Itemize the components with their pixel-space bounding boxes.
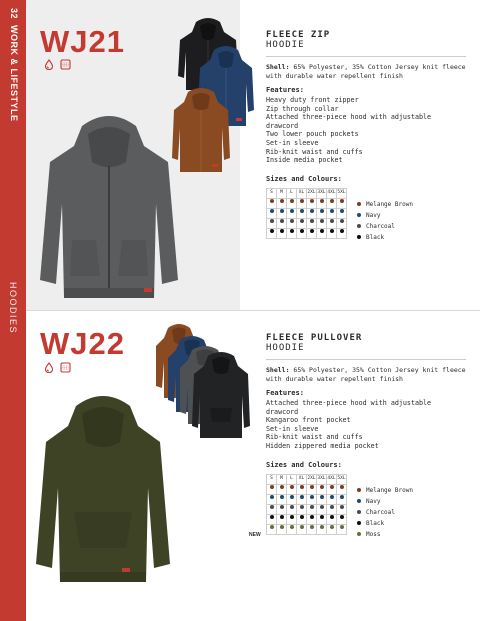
availability-cell [307, 208, 317, 218]
size-header: 4XL [327, 188, 337, 198]
availability-dot [290, 485, 294, 489]
availability-dot [280, 219, 284, 223]
category-label: HOODIES [8, 282, 18, 335]
size-header: L [287, 474, 297, 484]
availability-cell [297, 484, 307, 494]
colour-swatch [357, 224, 361, 228]
availability-cell [287, 524, 297, 534]
title-rule [266, 56, 466, 57]
shell-text: 65% Polyester, 35% Cotton Jersey knit fleece with durable water repellent finish [266, 63, 466, 80]
colour-swatch [357, 532, 361, 536]
availability-dot [300, 485, 304, 489]
availability-dot [310, 525, 314, 529]
availability-cell [267, 228, 277, 238]
product-subtitle: HOODIE [266, 343, 305, 353]
availability-dot [330, 219, 334, 223]
size-header: 3XL [317, 474, 327, 484]
availability-cell [277, 524, 287, 534]
colour-legend-item [357, 507, 413, 518]
availability-cell [317, 198, 327, 208]
fleece-fabric-icon [60, 59, 71, 70]
colour-legend-item [357, 210, 413, 221]
colour-swatch [357, 499, 361, 503]
availability-dot [270, 229, 274, 233]
availability-cell [277, 504, 287, 514]
shell-label: Shell: [266, 366, 290, 374]
availability-cell [337, 514, 347, 524]
size-header: 4XL [327, 474, 337, 484]
product-subtitle: HOODIE [266, 40, 305, 50]
availability-dot [320, 525, 324, 529]
features-list [266, 399, 466, 451]
product-code: WJ21 [40, 24, 125, 59]
availability-dot [270, 485, 274, 489]
availability-dot [340, 229, 344, 233]
availability-dot [340, 505, 344, 509]
availability-dot [320, 505, 324, 509]
availability-dot [280, 229, 284, 233]
availability-cell [287, 228, 297, 238]
availability-cell [287, 514, 297, 524]
availability-cell [317, 494, 327, 504]
availability-cell [267, 198, 277, 208]
colour-legend [357, 199, 413, 243]
availability-dot [290, 525, 294, 529]
size-header: XL [297, 474, 307, 484]
title-rule [266, 359, 466, 360]
availability-dot [340, 209, 344, 213]
colour-name: Moss [366, 530, 381, 538]
availability-dot [330, 229, 334, 233]
availability-cell [267, 218, 277, 228]
feature-item: Kangaroo front pocket [266, 416, 351, 425]
colour-legend [357, 485, 413, 540]
feature-icons [44, 362, 71, 373]
sizes-and-colours [249, 474, 466, 540]
availability-cell [277, 198, 287, 208]
availability-cell [297, 494, 307, 504]
features-heading: Features: [266, 389, 304, 397]
availability-dot [270, 209, 274, 213]
availability-cell [297, 514, 307, 524]
availability-dot [290, 219, 294, 223]
colour-row [267, 504, 347, 514]
hoodie-charcoal-image [36, 112, 182, 304]
availability-cell [317, 208, 327, 218]
availability-dot [330, 515, 334, 519]
availability-cell [327, 494, 337, 504]
sizes-and-colours [266, 188, 466, 243]
availability-cell [327, 218, 337, 228]
availability-dot [300, 515, 304, 519]
availability-cell [337, 524, 347, 534]
colour-row [267, 218, 347, 228]
availability-dot [340, 199, 344, 203]
availability-cell [297, 504, 307, 514]
size-header: 5XL [337, 474, 347, 484]
availability-dot [310, 199, 314, 203]
size-header: 3XL [317, 188, 327, 198]
availability-dot [340, 485, 344, 489]
availability-dot [310, 515, 314, 519]
availability-dot [320, 495, 324, 499]
colour-row [267, 494, 347, 504]
colour-name: Melange Brown [366, 486, 413, 494]
availability-cell [287, 218, 297, 228]
section-sidebar [0, 0, 26, 621]
colour-swatch [357, 213, 361, 217]
size-colour-grid [266, 188, 347, 239]
feature-icons [44, 59, 71, 70]
availability-cell [297, 198, 307, 208]
availability-dot [340, 525, 344, 529]
availability-dot [320, 485, 324, 489]
availability-cell [277, 208, 287, 218]
availability-dot [340, 515, 344, 519]
availability-cell [287, 504, 297, 514]
availability-dot [280, 485, 284, 489]
availability-cell [307, 524, 317, 534]
availability-cell [307, 484, 317, 494]
availability-cell [337, 228, 347, 238]
size-header: XL [297, 188, 307, 198]
availability-cell [297, 524, 307, 534]
availability-dot [300, 219, 304, 223]
availability-cell [277, 228, 287, 238]
availability-dot [290, 515, 294, 519]
availability-cell [327, 198, 337, 208]
availability-dot [340, 219, 344, 223]
availability-dot [320, 229, 324, 233]
colour-row [267, 514, 347, 524]
availability-dot [280, 515, 284, 519]
availability-cell [317, 524, 327, 534]
availability-cell [307, 504, 317, 514]
availability-dot [310, 219, 314, 223]
availability-cell [307, 494, 317, 504]
product-divider [26, 310, 480, 311]
availability-cell [277, 218, 287, 228]
availability-dot [310, 495, 314, 499]
feature-item: Set-in sleeve [266, 424, 319, 433]
availability-cell [287, 208, 297, 218]
colour-swatch [357, 202, 361, 206]
availability-cell [317, 228, 327, 238]
availability-dot [320, 199, 324, 203]
availability-dot [280, 505, 284, 509]
product-code: WJ22 [40, 326, 125, 361]
availability-dot [330, 199, 334, 203]
availability-dot [330, 505, 334, 509]
availability-dot [270, 515, 274, 519]
water-drop-icon [44, 59, 54, 70]
size-header: S [267, 188, 277, 198]
colour-row [267, 524, 347, 534]
availability-cell [267, 514, 277, 524]
availability-cell [317, 484, 327, 494]
colour-swatch [357, 235, 361, 239]
colour-name: Charcoal [366, 222, 395, 230]
availability-dot [290, 209, 294, 213]
colour-swatch [357, 521, 361, 525]
availability-dot [290, 199, 294, 203]
availability-dot [300, 505, 304, 509]
availability-dot [270, 495, 274, 499]
hoodie-black-image [190, 350, 252, 442]
availability-cell [267, 208, 277, 218]
availability-dot [330, 209, 334, 213]
colour-row [267, 484, 347, 494]
size-header: L [287, 188, 297, 198]
availability-dot [330, 495, 334, 499]
colour-legend-item [357, 518, 413, 529]
feature-item: Inside media pocket [266, 156, 343, 165]
features-heading: Features: [266, 86, 304, 94]
availability-dot [320, 515, 324, 519]
hoodie-moss-image [34, 392, 172, 588]
availability-dot [320, 209, 324, 213]
availability-dot [280, 495, 284, 499]
colour-legend-item [357, 485, 413, 496]
feature-item: Attached three-piece hood with adjustable drawcord [266, 399, 432, 416]
new-badge: NEW [249, 531, 261, 538]
size-header: 2XL [307, 188, 317, 198]
availability-cell [327, 208, 337, 218]
shell-description [266, 366, 466, 383]
availability-dot [300, 229, 304, 233]
availability-dot [320, 219, 324, 223]
colour-legend-item [357, 496, 413, 507]
availability-dot [290, 495, 294, 499]
colour-name: Navy [366, 497, 381, 505]
colour-row [267, 228, 347, 238]
availability-cell [307, 218, 317, 228]
availability-dot [330, 525, 334, 529]
availability-dot [300, 525, 304, 529]
availability-cell [337, 218, 347, 228]
availability-dot [270, 219, 274, 223]
section-title: WORK & LIFESTYLE [9, 25, 19, 122]
availability-cell [267, 484, 277, 494]
availability-dot [310, 229, 314, 233]
size-header: 2XL [307, 474, 317, 484]
colour-name: Black [366, 519, 385, 527]
availability-dot [310, 505, 314, 509]
availability-dot [330, 485, 334, 489]
feature-item: Set-in sleeve [266, 138, 319, 147]
availability-cell [337, 484, 347, 494]
page-number: 32 [9, 8, 19, 20]
size-colour-grid [266, 474, 347, 535]
availability-cell [267, 494, 277, 504]
product-info [249, 333, 466, 540]
colour-name: Melange Brown [366, 200, 413, 208]
availability-cell [317, 504, 327, 514]
availability-dot [280, 525, 284, 529]
colour-row [267, 198, 347, 208]
availability-dot [310, 485, 314, 489]
availability-cell [287, 494, 297, 504]
availability-dot [300, 199, 304, 203]
feature-item: Hidden zippered media pocket [266, 441, 379, 450]
availability-cell [327, 228, 337, 238]
feature-item: Rib-knit waist and cuffs [266, 433, 363, 442]
availability-dot [280, 209, 284, 213]
availability-cell [337, 208, 347, 218]
availability-cell [267, 504, 277, 514]
availability-cell [317, 218, 327, 228]
availability-dot [270, 199, 274, 203]
availability-cell [297, 208, 307, 218]
colour-legend-item [357, 199, 413, 210]
availability-cell [297, 218, 307, 228]
feature-item: Heavy duty front zipper [266, 96, 359, 104]
size-header: M [277, 474, 287, 484]
colour-legend-item [357, 529, 413, 540]
availability-cell [297, 228, 307, 238]
availability-dot [300, 495, 304, 499]
availability-cell [327, 504, 337, 514]
product-title: FLEECE PULLOVER [266, 333, 363, 343]
availability-dot [270, 525, 274, 529]
feature-item: Attached three-piece hood with adjustable drawcord [266, 113, 432, 130]
colour-legend-item [357, 232, 413, 243]
availability-dot [300, 209, 304, 213]
availability-dot [290, 229, 294, 233]
colour-row [267, 208, 347, 218]
availability-cell [307, 514, 317, 524]
sizes-heading: Sizes and Colours: [266, 174, 342, 183]
colour-name: Navy [366, 211, 381, 219]
availability-dot [310, 209, 314, 213]
colour-swatch [357, 510, 361, 514]
colour-name: Charcoal [366, 508, 395, 516]
availability-dot [340, 495, 344, 499]
availability-dot [280, 199, 284, 203]
size-header: S [267, 474, 277, 484]
availability-cell [287, 198, 297, 208]
availability-cell [327, 484, 337, 494]
availability-cell [277, 484, 287, 494]
availability-cell [267, 524, 277, 534]
fleece-fabric-icon [60, 362, 71, 373]
size-header: M [277, 188, 287, 198]
availability-cell [277, 514, 287, 524]
availability-dot [290, 505, 294, 509]
features-list [266, 96, 466, 165]
availability-cell [327, 524, 337, 534]
availability-cell [307, 228, 317, 238]
shell-label: Shell: [266, 63, 290, 71]
availability-cell [337, 198, 347, 208]
colour-name: Black [366, 233, 385, 241]
product-title: FLEECE ZIP [266, 30, 331, 40]
category-label-wrap [3, 282, 23, 342]
shell-description [266, 63, 466, 80]
availability-cell [277, 494, 287, 504]
size-header: 5XL [337, 188, 347, 198]
availability-cell [337, 494, 347, 504]
feature-item: Rib-knit waist and cuffs [266, 147, 363, 156]
feature-item: Two lower pouch pockets [266, 130, 359, 139]
sizes-heading: Sizes and Colours: [266, 460, 342, 469]
availability-cell [287, 484, 297, 494]
page-number-and-section [3, 8, 23, 122]
shell-text: 65% Polyester, 35% Cotton Jersey knit fleece with durable water repellent finish [266, 366, 466, 383]
feature-item: Zip through collar [266, 104, 339, 113]
colour-legend-item [357, 221, 413, 232]
water-drop-icon [44, 362, 54, 373]
availability-cell [307, 198, 317, 208]
availability-cell [327, 514, 337, 524]
availability-dot [270, 505, 274, 509]
colour-swatch [357, 488, 361, 492]
availability-cell [337, 504, 347, 514]
availability-cell [317, 514, 327, 524]
product-info [266, 30, 466, 243]
